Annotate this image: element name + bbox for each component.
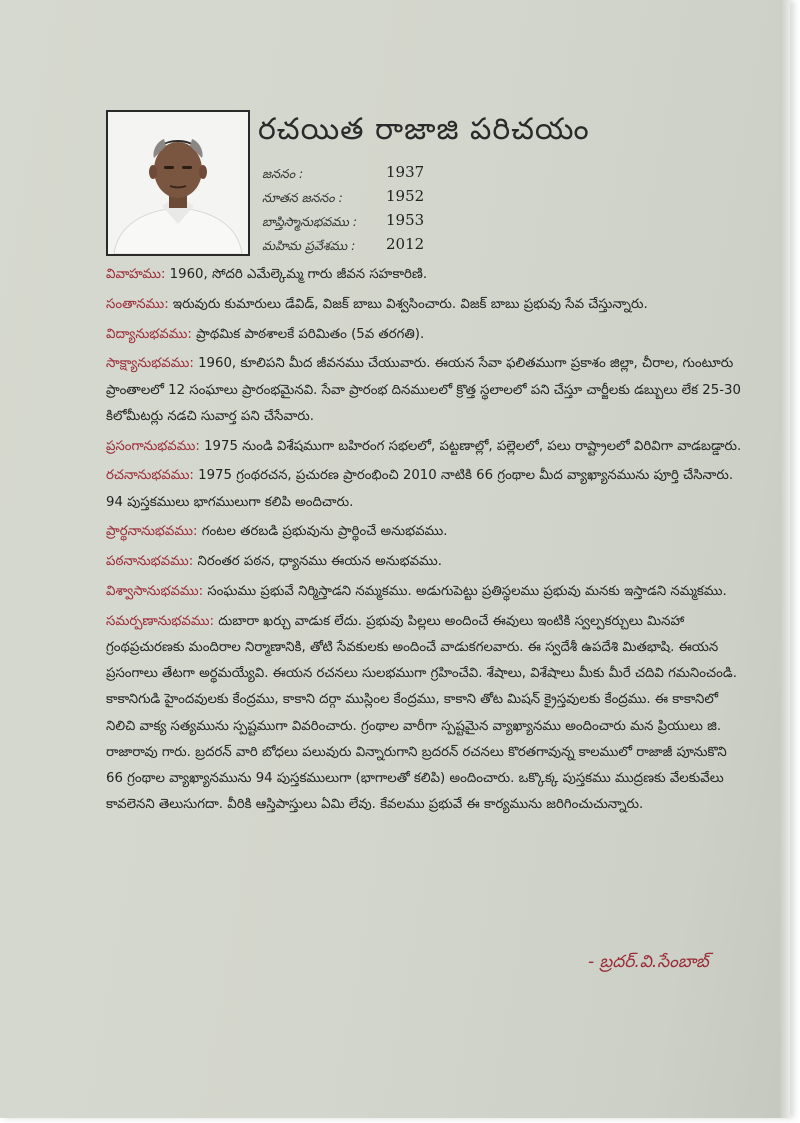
- fact-label: జననం :: [262, 166, 304, 181]
- section-testimony: [106, 351, 742, 430]
- section-text: సంఘము ప్రభువే నిర్మిస్తాడని నమ్మకము. అడుగుపెట్టు ప్రతిస్థలము ప్రభువు మనకు ఇస్తాడని నమ్మకము.: [203, 583, 727, 599]
- section-text: గంటల తరబడి ప్రభువును ప్రార్థించే అనుభవము.: [197, 524, 448, 540]
- section-label: వివాహము:: [106, 267, 166, 282]
- section-label: పఠనానుభవము:: [106, 554, 194, 570]
- section-faith: [106, 579, 742, 605]
- author-portrait-icon: [108, 112, 248, 254]
- section-label: ప్రార్థనానుభవము:: [106, 524, 198, 540]
- section-label: సమర్పణానుభవము:: [106, 613, 215, 629]
- section-text: 1960, కూలిపని మీద జీవనము చేయువారు. ఈయన సేవా ఫలితముగా ప్రకాశం జిల్లా, చీరాల, గుంటూరు ప్రాంతాలలో 12 సంఘాలు ప్రారంభమైనవి. సేవా ప్రారంభ దినములలో క్రొత్త స్థలాలలో పని చేస్తూ చార్జీలకు డబ్బులు లేక 25-30 కిలోమీటర్లు నడచి సువార్త పని చేసేవారు.: [106, 356, 741, 424]
- fact-value: 1953: [386, 211, 425, 229]
- section-text: ప్రాథమిక పాఠశాలకే పరిమితం (5వ తరగతి).: [191, 326, 425, 342]
- section-label: విద్యానుభవము:: [106, 326, 192, 342]
- section-label: విశ్వాసానుభవము:: [106, 583, 204, 599]
- fact-value: 1952: [386, 187, 425, 205]
- fact-value: 1937: [386, 163, 425, 181]
- section-education: [106, 322, 742, 348]
- section-dedication: [106, 609, 742, 819]
- section-prayer: [106, 519, 742, 545]
- fact-value: 2012: [386, 235, 425, 253]
- section-reading: [106, 549, 742, 575]
- section-children: [106, 292, 742, 318]
- author-photo: [106, 110, 250, 256]
- page-title: రచయిత రాజాజి పరిచయం: [258, 112, 590, 147]
- section-preaching: [106, 434, 742, 460]
- section-label: రచనానుభవము:: [106, 468, 194, 484]
- section-text: 1975 గ్రంథరచన, ప్రచురణ ప్రారంభించి 2010 నాటికి 66 గ్రంథాల మీద వ్యాఖ్యానమును పూర్తి చేసినారు. 94 పుస్తకములు భాగములుగా కలిపి అందిచారు.: [106, 468, 734, 510]
- section-writing: [106, 463, 742, 515]
- section-marriage: [106, 262, 742, 288]
- fact-label: నూతన జననం :: [262, 190, 343, 205]
- signature: - బ్రదర్.వి.సేంబాబ్: [588, 952, 709, 972]
- section-label: సాక్ష్యానుభవము:: [106, 356, 194, 372]
- section-text: ఇరువురు కుమారులు డేవిడ్, విజక్ బాబు విశ్వసించారు. విజక్ బాబు ప్రభువు సేవ చేస్తున్నారు.: [168, 296, 648, 312]
- biography-body: [106, 262, 742, 822]
- fact-label: మహిమ ప్రవేశము :: [262, 238, 356, 253]
- section-label: ప్రసంగానుభవము:: [106, 438, 200, 454]
- section-text: నిరంతర పఠన, ధ్యానము ఈయన అనుభవము.: [193, 554, 442, 570]
- section-label: సంతానము:: [106, 296, 169, 312]
- section-text: 1960, సోదరి ఎమేల్కెమ్మ గారు జీవన సహకారిణి.: [165, 267, 428, 282]
- page-edge: [780, 0, 790, 1118]
- section-text: 1975 నుండి విశేషముగా బహిరంగ సభలలో, పట్టణాల్లో, పల్లెలలో, పలు రాష్ట్రాలలో విరివిగా వాడబడ్డారు.: [199, 438, 742, 454]
- section-text: దుబారా ఖర్చు వాడుక లేదు. ప్రభువు పిల్లలు అందించే ఈవులు ఇంటికి స్వల్పకర్చులు మినహా గ్రంథప్రచురణకు మందిరాల నిర్మాణానికి, తోటి సేవకులకు అందించే వాడుకగలవారు. ఈ స్వదేశీ ఉపదేశి మితభాషి. ఈయన ప్రసంగాలు తేటగా అర్థమయ్యేవి. ఈయన రచనలు సులభముగా గ్రహించేవి. శేషాలు, విశేషాలు మీకు మీరే చదివి గమనించండి. కాకానిగుడి హైందవులకు కేంద్రము, కాకాని దర్గా ముస్లింల కేంద్రము, కాకాని తోట మిషన్ క్రైస్తవులకు కేంద్రము. ఈ కాకానిలో నిలిచి వాక్య సత్యమును స్పష్టముగా వివరించారు. గ్రంథాల వారీగా స్పష్టమైన వ్యాఖ్యానము అందించారు మన ప్రియులు జి. రాజారావు గారు. బ్రదరన్ వారి బోధలు పలువురు విన్నారుగాని బ్రదరన్ రచనలు కొరతగావున్న కాలములో రాజాజీ పూనుకొని 66 గ్రంథాల వ్యాఖ్యానమును 94 పుస్తకములుగా (భాగాలతో కలిపి) అందించారు. ఒక్కొక్క పుస్తకము ముద్రణకు వేలకువేలు కావలెనని తెలుసుగదా. వీరికి ఆస్తిపాస్తులు ఏమి లేవు. కేవలము ప్రభువే ఈ కార్యమును జరిగించుచున్నారు.: [106, 613, 737, 813]
- fact-label: బాప్తిస్మానుభవము :: [262, 214, 358, 229]
